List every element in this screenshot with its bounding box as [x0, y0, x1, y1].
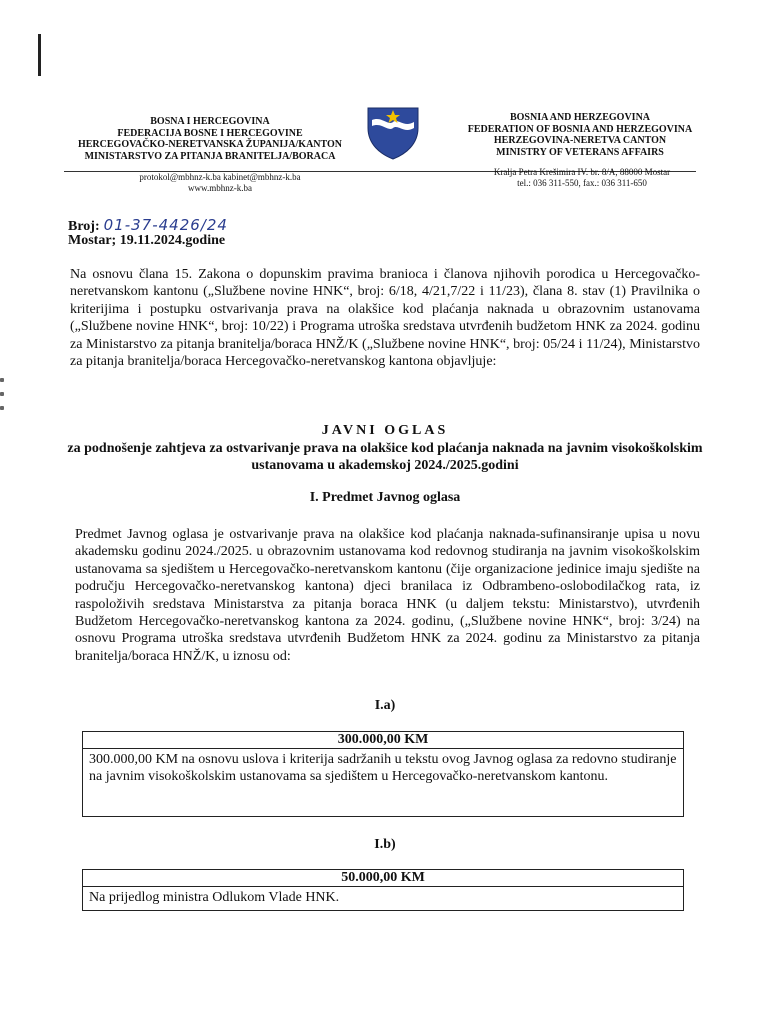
contact-website[interactable]: www.mbhnz-k.ba — [188, 183, 252, 193]
header-right-line: HERZEGOVINA-NERETVA CANTON — [493, 135, 667, 146]
document-title: JAVNI OGLAS — [321, 423, 449, 438]
amount-box-a-text: 300.000,00 KM na osnovu uslova i kriterija sadržanih u tekstu ovog Javnog oglasa za redovno studiranje na javnim visokoškolskim ustanovama sa sjedištem u Hercegovačko-neretvanskom kantonu. — [89, 752, 677, 784]
header-right-line: MINISTRY OF VETERANS AFFAIRS — [496, 146, 664, 158]
contact-emails[interactable]: protokol@mbhnz-k.ba kabinet@mbhnz-k.ba — [139, 172, 301, 182]
header-left-line: HERCEGOVAČKO-NERETVANSKA ŽUPANIJA/KANTON — [77, 139, 343, 150]
reference-label: Broj: — [68, 219, 100, 234]
amount-box-a — [82, 731, 684, 817]
coat-of-arms-icon — [362, 106, 424, 160]
punch-marks — [0, 378, 6, 420]
amount-box-a-heading: 300.000,00 KM — [83, 732, 683, 749]
section-body: Predmet Javnog oglasa je ostvarivanje prava na olakšice kod plaćanja naknada-sufinansiranje upisa u novu akademsku godinu 2024./2025. u obrazovnim ustanovama kod redovnog studiranja na javnim visokoškolskim ustanovama sa sjedištem u Hercegovačko-neretvanskom kantonu (čije organizacione jedinice imaju sjedište na području Hercegovačko-neretvanskog kantona) djeci branilaca iz Odbrambeno-oslobodilačkog rata, iz raspoloživih sredstava Ministarstva za pitanja boraca HNK (u daljem tekstu: Ministarstvo), utvrđenih Budžetom Hercegovačko-neretvanskog kantona za 2024. godinu, („Službene novine HNK“, broj: 3/24) na osnovu Programa utroška sredstava utvrđenih Budžetom HNK za 2024. godinu za Ministarstvo za pitanja branitelja/boraca HNŽ/K, u iznosu od: — [75, 527, 700, 664]
header-right-line: FEDERATION OF BOSNIA AND HERZEGOVINA — [467, 123, 693, 135]
document-subtitle: za podnošenje zahtjeva za ostvarivanje prava na olakšice kod plaćanja naknada na javnim visokoškolskim ustanovama u akademskoj 2024./2025.godini — [67, 441, 703, 473]
header-right — [440, 112, 720, 158]
header-left-line: MINISTARSTVO ZA PITANJA BRANITELJA/BORACA — [84, 150, 336, 162]
header-left-line: FEDERACIJA BOSNE I HERCEGOVINE — [117, 127, 303, 139]
amount-box-b-text: Na prijedlog ministra Odlukom Vlade HNK. — [89, 890, 340, 905]
item-label-b: I.b) — [374, 837, 396, 852]
margin-mark — [38, 34, 41, 76]
contact-address: Kralja Petra Krešimira IV. br. 8/A, 88000 Mostar — [493, 167, 671, 177]
contact-right — [462, 167, 702, 189]
amount-box-b-heading: 50.000,00 KM — [83, 870, 683, 887]
intro-paragraph: Na osnovu člana 15. Zakona o dopunskim pravima branioca i članova njihovih porodica u Hercegovačko-neretvanskom kantonu („Službene novine HNK“, broj: 6/18, 4/21,7/22 i 11/23), člana 8. stav (1) Pravilnika o kriterijima i postupku ostvarivanja prava na olakšice kod plaćanja naknada u obrazovnim ustanovama („Službene novine HNK“, broj: 10/22) i Programa utroška sredstava utvrđenih budžetom HNK za 2024. godinu za Ministarstvo za pitanja branitelja/boraca HNŽ/K („Službene novine HNK“, broj: 05/24 i 11/24), Ministarstvo za pitanja branitelja/boraca Hercegovačko-neretvanskog kantona objavljuje: — [70, 267, 700, 370]
place-date: Mostar; 19.11.2024.godine — [68, 233, 226, 248]
amount-box-b — [82, 869, 684, 911]
contact-phone: tel.: 036 311-550, fax.: 036 311-650 — [517, 178, 647, 188]
header-left-line: BOSNA I HERCEGOVINA — [150, 116, 270, 127]
reference-value-handwritten: 01-37-4426/24 — [103, 216, 228, 234]
item-label-a: I.a) — [374, 698, 396, 713]
header-right-line: BOSNIA AND HERZEGOVINA — [509, 112, 651, 123]
section-heading: I. Predmet Javnog oglasa — [309, 490, 461, 505]
header-left — [60, 116, 360, 162]
contact-left — [120, 172, 320, 194]
